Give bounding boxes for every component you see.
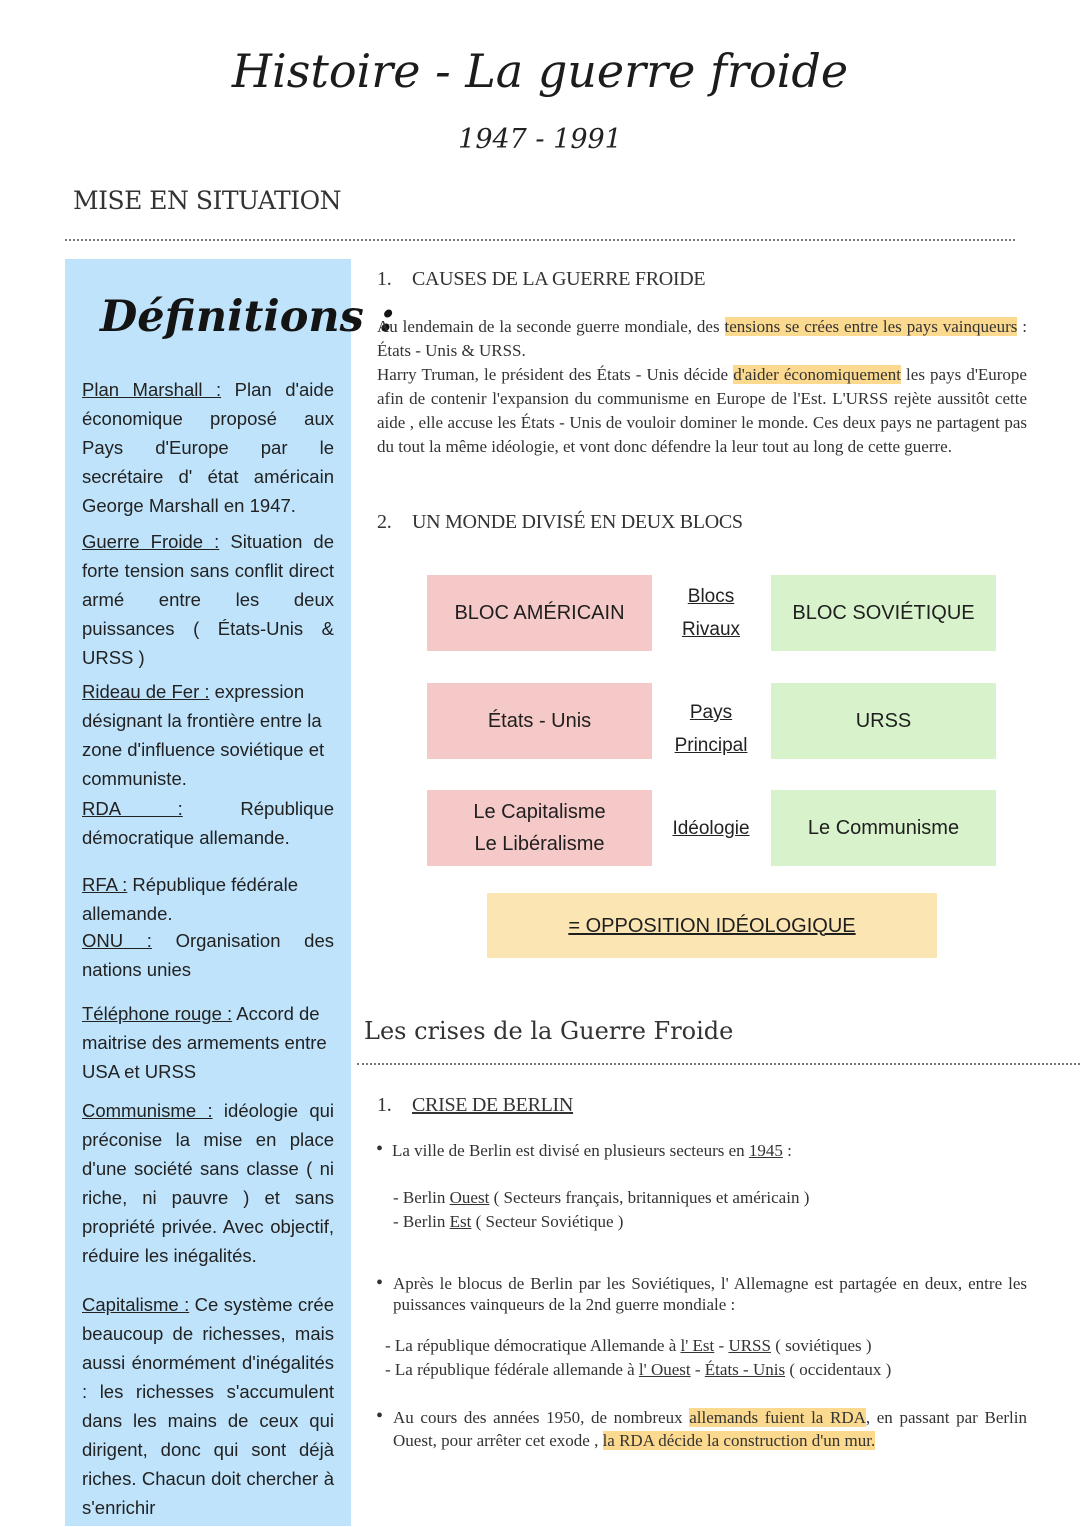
causes-highlight: tensions se crées entre les pays vainqueurs xyxy=(724,317,1018,336)
divider xyxy=(357,1063,1080,1065)
rfa-ouest: l' Ouest xyxy=(638,1360,691,1379)
definition-telephone-rouge xyxy=(82,999,334,1086)
causes-highlight: d'aider économiquement xyxy=(733,365,901,384)
berlin-text: - Berlin xyxy=(393,1212,450,1231)
berlin-text: La ville de Berlin est divisé en plusieurs secteurs en xyxy=(392,1141,749,1160)
rda-est: l' Est xyxy=(680,1336,715,1355)
urss-box: URSS xyxy=(771,683,996,759)
causes-heading: CAUSES DE LA GUERRE FROIDE xyxy=(412,268,706,290)
label-blocs: Blocs xyxy=(687,586,735,607)
causes-text: Harry Truman, le président des États - Unis décide xyxy=(377,365,734,384)
blocus-paragraph: Après le blocus de Berlin par les Soviétiques, l' Allemagne est partagée en deux, entre les puissances vainqueurs de la 2nd guerre mondiale : xyxy=(393,1274,1027,1314)
definition-capitalisme xyxy=(82,1290,334,1522)
rfa-text: - xyxy=(690,1360,705,1379)
etats-unis-box: États - Unis xyxy=(427,683,652,759)
berlin-est-line xyxy=(393,1210,623,1233)
berlin-text: ( Secteur Soviétique ) xyxy=(471,1212,624,1231)
definition-text: Accord de maitrise des armements entre USA et URSS xyxy=(82,1003,327,1082)
definition-text: République fédérale allemande. xyxy=(82,874,298,924)
definition-rda xyxy=(82,794,334,852)
ideologie-americaine-box xyxy=(427,790,652,866)
blocs-heading: UN MONDE DIVISÉ EN DEUX BLOCS xyxy=(412,511,743,533)
definition-text: idéologie qui préconise la mise en place d'une société sans classe ( ni riche, ni pauvre ) et sans propriété privée. Avec objectif, réduire les inégalités. xyxy=(82,1100,335,1266)
liberalisme-label: Le Libéralisme xyxy=(474,833,605,855)
bloc-sovietique-box: BLOC SOVIÉTIQUE xyxy=(771,575,996,651)
berlin-heading: CRISE DE BERLIN xyxy=(412,1094,574,1116)
definition-text: Ce système crée beaucoup de richesses, mais aussi énormément d'inégalités : les richesses s'accumulent dans les mains de ceux qui dirigent, donc qui sont déjà riches. Chacun doit chercher à s'enrichir xyxy=(82,1294,334,1518)
berlin-est: Est xyxy=(449,1212,472,1231)
definition-communisme xyxy=(82,1096,334,1270)
berlin-secteurs xyxy=(392,1139,792,1162)
bullet-icon: • xyxy=(376,1272,384,1294)
definition-onu xyxy=(82,926,334,984)
bullet-icon: • xyxy=(376,1405,384,1427)
definition-rideau-de-fer xyxy=(82,677,334,793)
definition-term: Capitalisme : xyxy=(82,1294,190,1315)
rda-text: - xyxy=(714,1336,729,1355)
definition-term: Plan Marshall : xyxy=(82,379,222,400)
causes-paragraph xyxy=(377,315,1027,459)
definition-text: Plan d'aide économique proposé aux Pays d'Europe par le secrétaire d' état américain George Marshall en 1947. xyxy=(82,379,334,516)
berlin-number: 1. xyxy=(377,1094,392,1116)
section-mise-en-situation: MISE EN SITUATION xyxy=(73,186,341,215)
causes-text: les pays d'Europe afin de contenir l'expansion du communisme en Europe de l'Est. L'URSS rejète aussitôt cette aide , elle accuse les États - Unis de vouloir dominer le monde. Ces deux pays ne partagent pas du tout la même idéologie, et vont donc défendre la leur tout au long de cette guerre. xyxy=(377,365,1027,456)
rfa-etats-unis: États - Unis xyxy=(704,1360,786,1379)
mur-paragraph xyxy=(393,1406,1027,1452)
definition-text: Organisation des nations unies xyxy=(82,930,334,980)
definition-text: expression désignant la frontière entre la zone d'influence soviétique et communiste. xyxy=(82,681,325,789)
rfa-text: - La république fédérale allemande à xyxy=(385,1360,639,1379)
causes-text: : États - Unis & URSS. xyxy=(377,317,1027,360)
berlin-text: : xyxy=(782,1141,792,1160)
mur-highlight: allemands fuient la RDA xyxy=(689,1408,866,1427)
mur-highlight: la RDA décide la construction d'un mur. xyxy=(602,1431,876,1450)
rfa-text: ( occidentaux ) xyxy=(785,1360,892,1379)
berlin-ouest-line xyxy=(393,1186,809,1209)
capitalisme-label: Le Capitalisme xyxy=(473,801,606,823)
definition-plan-marshall xyxy=(82,375,334,520)
rda-line xyxy=(385,1334,872,1357)
definition-term: ONU : xyxy=(82,930,152,951)
label-principal: Principal xyxy=(674,735,748,756)
bullet-icon: • xyxy=(376,1138,384,1160)
definitions-title: Définitions : xyxy=(100,292,395,342)
causes-number: 1. xyxy=(377,268,392,290)
causes-text: Au lendemain de la seconde guerre mondiale, des xyxy=(377,317,725,336)
definition-text: République démocratique allemande. xyxy=(82,798,334,848)
label-ideologie: Idéologie xyxy=(672,818,750,839)
rda-text: ( soviétiques ) xyxy=(770,1336,872,1355)
crises-heading: Les crises de la Guerre Froide xyxy=(364,1017,734,1045)
rfa-line xyxy=(385,1358,891,1381)
definition-rfa xyxy=(82,870,334,928)
berlin-ouest: Ouest xyxy=(449,1188,490,1207)
definition-term: Communisme : xyxy=(82,1100,213,1121)
definition-guerre-froide xyxy=(82,527,334,672)
definition-term: RFA : xyxy=(82,874,128,895)
berlin-year: 1945 xyxy=(748,1141,783,1160)
bloc-americain-box: BLOC AMÉRICAIN xyxy=(427,575,652,651)
opposition-box: = OPPOSITION IDÉOLOGIQUE xyxy=(487,893,937,958)
definition-term: Téléphone rouge : xyxy=(82,1003,233,1024)
label-rivaux: Rivaux xyxy=(681,619,741,640)
blocs-number: 2. xyxy=(377,511,392,533)
berlin-text: - Berlin xyxy=(393,1188,450,1207)
definition-term: Guerre Froide : xyxy=(82,531,220,552)
definition-term: RDA : xyxy=(82,798,183,819)
page-dates: 1947 - 1991 xyxy=(458,124,622,155)
mur-text: Au cours des années 1950, de nombreux xyxy=(393,1408,690,1427)
divider xyxy=(65,239,1015,241)
rda-urss: URSS xyxy=(728,1336,771,1355)
definition-text: Situation de forte tension sans conflit direct armé entre les deux puissances ( États-Unis & URSS ) xyxy=(82,531,335,668)
rda-text: - La république démocratique Allemande à xyxy=(385,1336,681,1355)
berlin-text: ( Secteurs français, britanniques et américain ) xyxy=(489,1188,810,1207)
communisme-box: Le Communisme xyxy=(771,790,996,866)
page-title: Histoire - La guerre froide xyxy=(231,44,849,98)
mur-text: , en passant par Berlin Ouest, pour arrêter cet exode , xyxy=(393,1408,1027,1450)
label-pays: Pays xyxy=(689,702,733,723)
definition-term: Rideau de Fer : xyxy=(82,681,210,702)
